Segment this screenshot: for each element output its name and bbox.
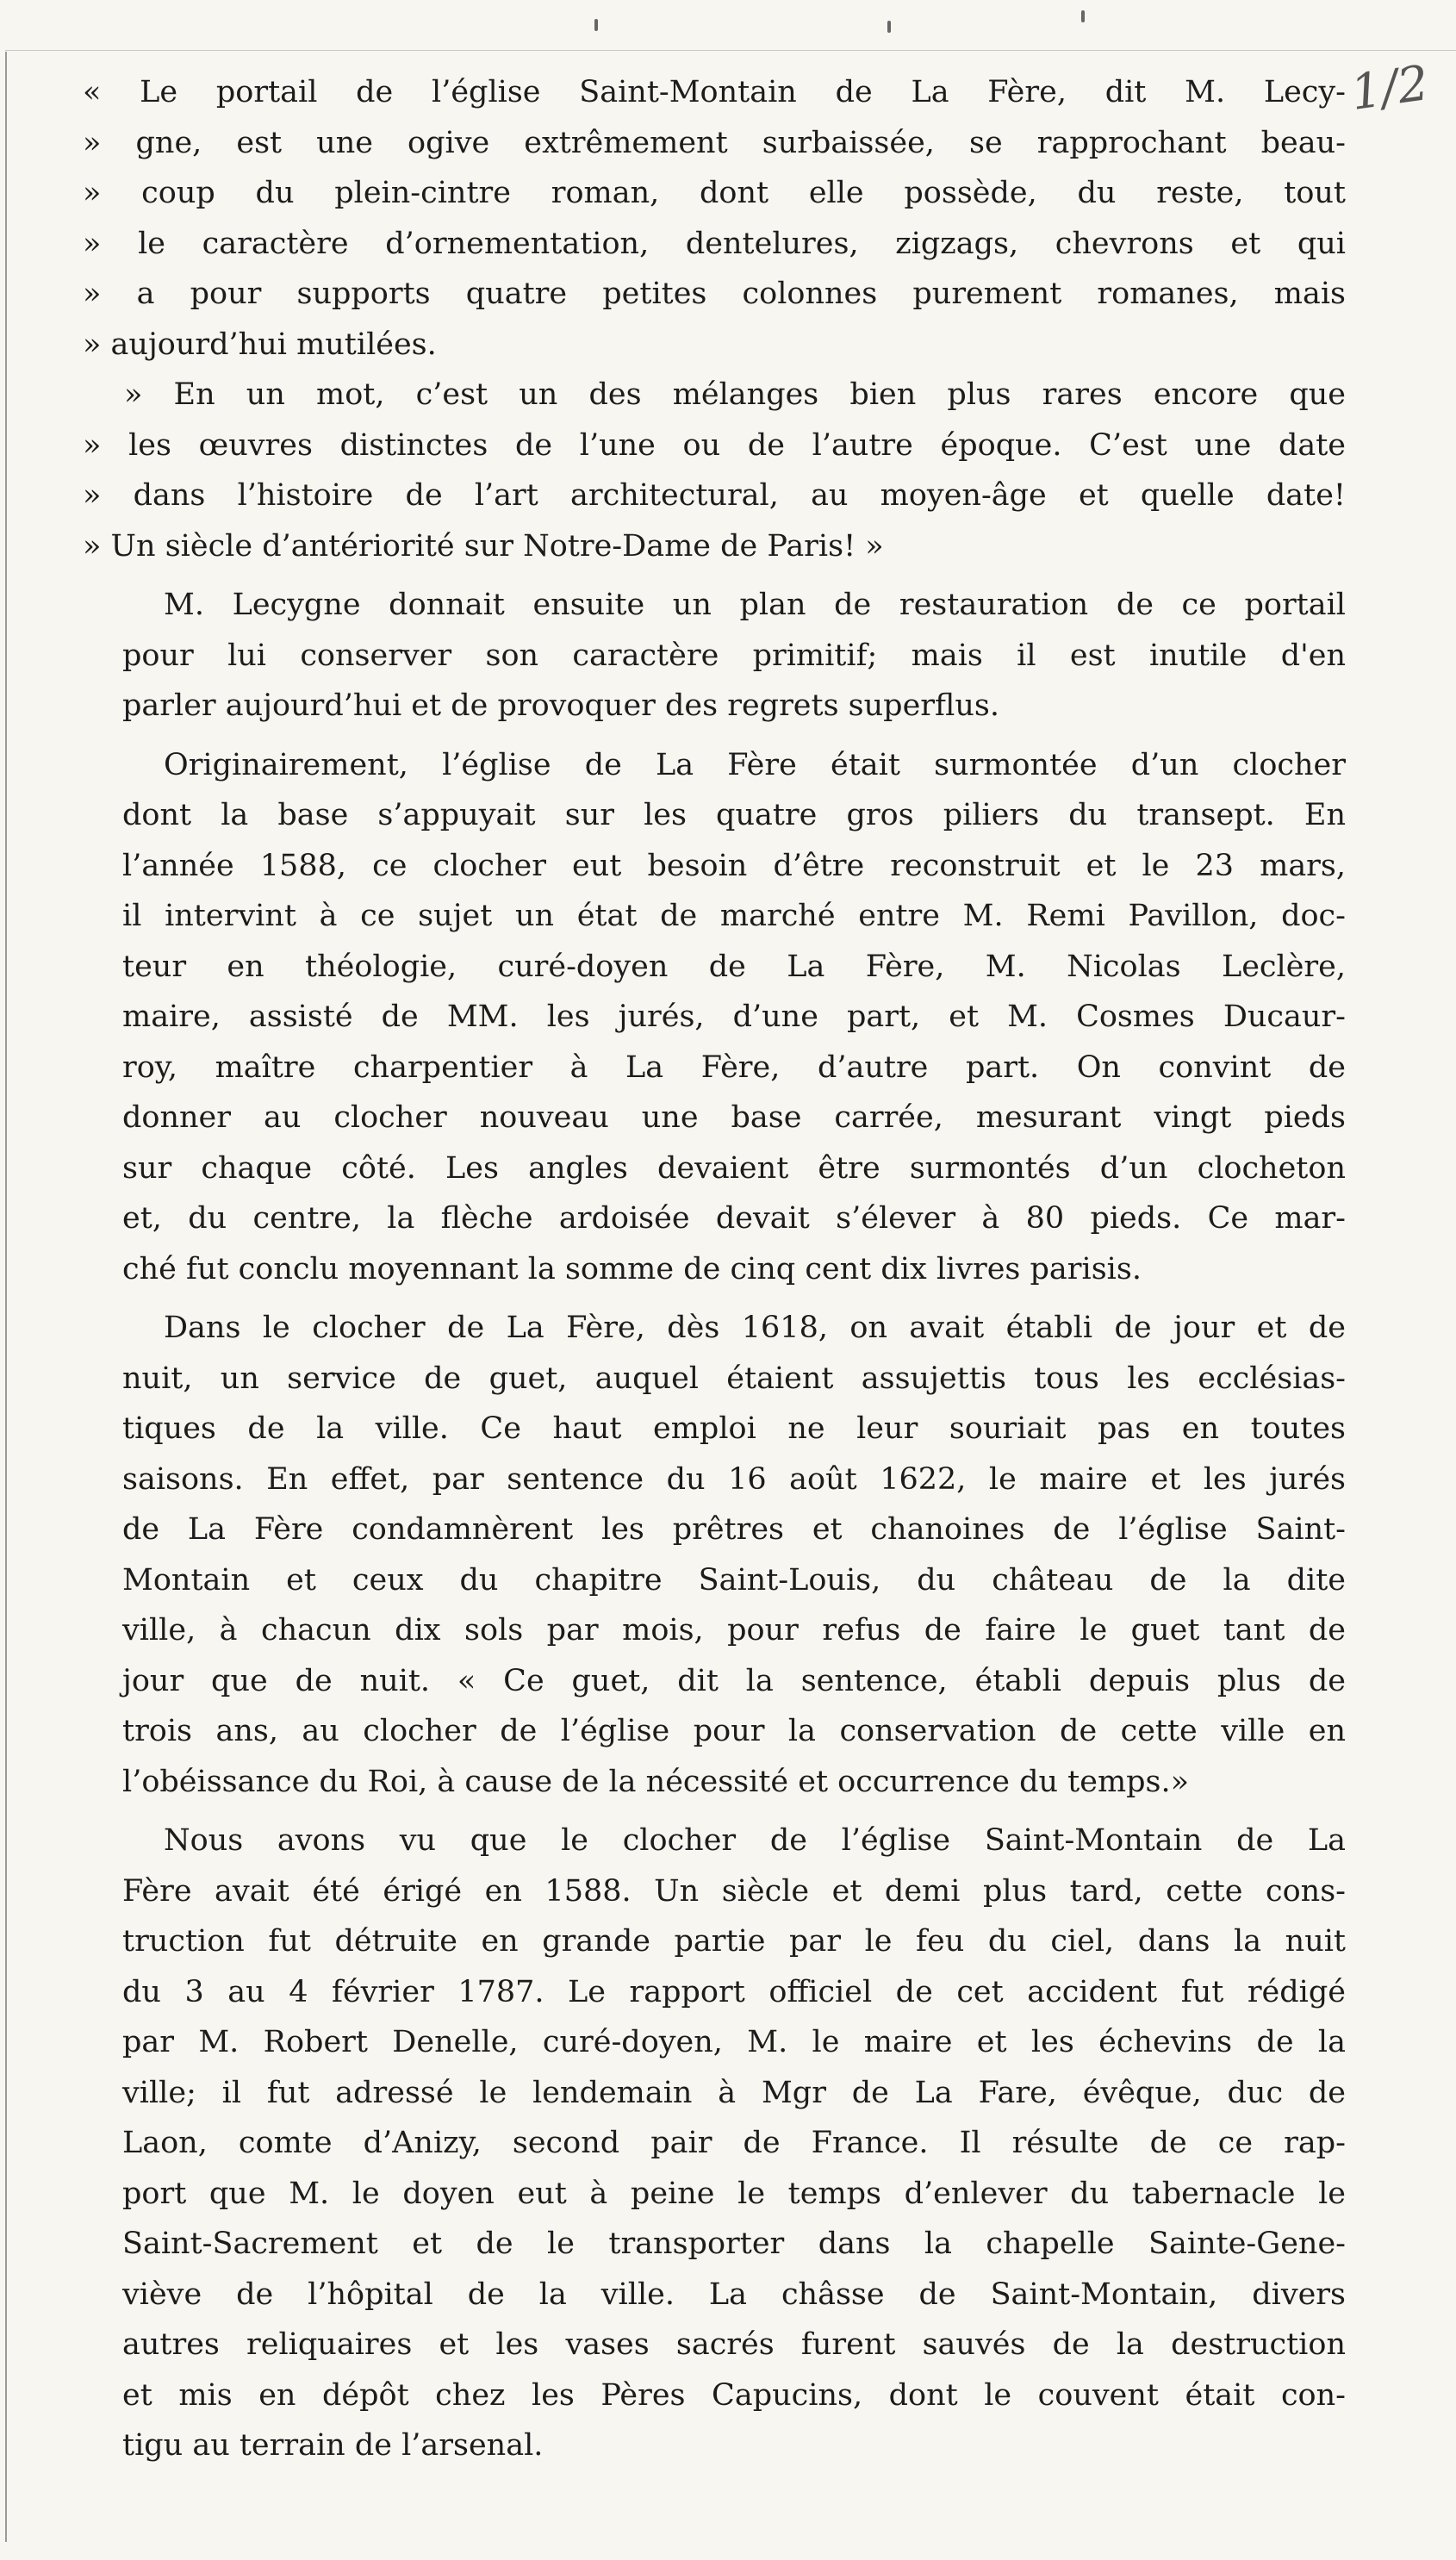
paragraph-gap bbox=[122, 1294, 1346, 1303]
page-number-annotation: 1/2 bbox=[1347, 55, 1433, 121]
text-line: sur chaque côté. Les angles devaient être surmontés d’un clocheton bbox=[122, 1150, 1346, 1186]
page-text bbox=[83, 67, 1346, 2471]
text-line: de La Fère condamnèrent les prêtres et chanoines de l’église Saint- bbox=[122, 1512, 1346, 1547]
text-line: » les œuvres distinctes de l’une ou de l’autre époque. C’est une date bbox=[83, 427, 1346, 463]
text-line: il intervint à ce sujet un état de marché entre M. Remi Pavillon, doc- bbox=[122, 899, 1346, 933]
text-line: » coup du plein-cintre roman, dont elle possède, du reste, tout bbox=[83, 176, 1346, 210]
text-line: et mis en dépôt chez les Pères Capucins, dont le couvent était con- bbox=[122, 2377, 1346, 2413]
text-line: » le caractère d’ornementation, dentelures, zigzags, chevrons et qui bbox=[83, 226, 1346, 261]
text-line: maire, assisté de MM. les jurés, d’une part, et M. Cosmes Ducaur- bbox=[122, 1000, 1346, 1034]
text-line: » dans l’histoire de l’art architectural, au moyen-âge et quelle date! bbox=[83, 478, 1346, 513]
text-line: ville; il fut adressé le lendemain à Mgr de La Fare, évêque, duc de bbox=[122, 2075, 1346, 2110]
paragraph bbox=[122, 1816, 1346, 2471]
text-line: tiques de la ville. Ce haut emploi ne leur souriait pas en toutes bbox=[122, 1411, 1346, 1446]
text-line: truction fut détruite en grande partie par le feu du ciel, dans la nuit bbox=[122, 1924, 1346, 1959]
text-line: teur en théologie, curé-doyen de La Fère, M. Nicolas Leclère, bbox=[122, 949, 1346, 984]
text-line: Laon, comte d’Anizy, second pair de France. Il résulte de ce rap- bbox=[122, 2126, 1346, 2160]
page-top-edge bbox=[5, 50, 1456, 51]
text-line: » Un siècle d’antériorité sur Notre-Dame de Paris! » bbox=[83, 528, 884, 564]
text-line: ché fut conclu moyennant la somme de cinq cent dix livres parisis. bbox=[122, 1251, 1142, 1286]
text-line: tigu au terrain de l’arsenal. bbox=[122, 2428, 544, 2463]
text-line: ville, à chacun dix sols par mois, pour refus de faire le guet tant de bbox=[122, 1613, 1346, 1647]
text-line: l’année 1588, ce clocher eut besoin d’être reconstruit et le 23 mars, bbox=[122, 848, 1346, 883]
page-left-edge bbox=[5, 52, 7, 2542]
text-line: port que M. le doyen eut à peine le temps d’enlever du tabernacle le bbox=[122, 2176, 1346, 2211]
text-line: Originairement, l’église de La Fère était surmontée d’un clocher bbox=[164, 747, 1346, 782]
text-line: saisons. En effet, par sentence du 16 août 1622, le maire et les jurés bbox=[122, 1461, 1346, 1497]
scan-speck bbox=[1081, 10, 1085, 22]
text-line: trois ans, au clocher de l’église pour la conservation de cette ville en bbox=[122, 1714, 1346, 1748]
text-line: parler aujourd’hui et de provoquer des regrets superflus. bbox=[122, 688, 999, 723]
text-line: autres reliquaires et les vases sacrés furent sauvés de la destruction bbox=[122, 2327, 1346, 2362]
text-line: » gne, est une ogive extrêmement surbaissée, se rapprochant beau- bbox=[83, 125, 1346, 160]
text-line: jour que de nuit. « Ce guet, dit la sentence, établi depuis plus de bbox=[122, 1663, 1346, 1698]
text-line: Dans le clocher de La Fère, dès 1618, on avait établi de jour et de bbox=[164, 1311, 1346, 1345]
paragraph bbox=[122, 580, 1346, 732]
text-line: dont la base s’appuyait sur les quatre gros piliers du transept. En bbox=[122, 798, 1346, 832]
paragraph-gap bbox=[122, 571, 1346, 580]
text-line: Saint-Sacrement et de le transporter dans la chapelle Sainte-Gene- bbox=[122, 2227, 1346, 2261]
paragraph-gap bbox=[122, 732, 1346, 740]
text-line: » a pour supports quatre petites colonnes purement romanes, mais bbox=[83, 277, 1346, 311]
text-line: viève de l’hôpital de la ville. La châsse de Saint-Montain, divers bbox=[122, 2277, 1346, 2312]
text-line: » aujourd’hui mutilées. bbox=[83, 327, 437, 362]
text-line: par M. Robert Denelle, curé-doyen, M. le maire et les échevins de la bbox=[122, 2025, 1346, 2059]
text-line: » En un mot, c’est un des mélanges bien plus rares encore que bbox=[124, 377, 1346, 412]
scan-speck bbox=[887, 21, 891, 33]
scan-speck bbox=[594, 19, 598, 31]
text-line: Montain et ceux du chapitre Saint-Louis, du château de la dite bbox=[122, 1562, 1346, 1598]
text-line: nuit, un service de guet, auquel étaient assujettis tous les ecclésias- bbox=[122, 1361, 1346, 1396]
text-line: l’obéissance du Roi, à cause de la nécessité et occurrence du temps.» bbox=[122, 1764, 1190, 1799]
text-line: Fère avait été érigé en 1588. Un siècle et demi plus tard, cette cons- bbox=[122, 1873, 1346, 1909]
paragraph bbox=[83, 67, 1346, 370]
text-line: roy, maître charpentier à La Fère, d’autre part. On convint de bbox=[122, 1050, 1346, 1085]
text-line: du 3 au 4 février 1787. Le rapport officiel de cet accident fut rédigé bbox=[122, 1974, 1346, 2009]
paragraph bbox=[83, 370, 1346, 571]
text-line: Nous avons vu que le clocher de l’église Saint-Montain de La bbox=[164, 1823, 1346, 1858]
text-line: M. Lecygne donnait ensuite un plan de restauration de ce portail bbox=[164, 588, 1346, 622]
paragraph-gap bbox=[122, 1807, 1346, 1816]
paragraph bbox=[122, 740, 1346, 1295]
text-line: donner au clocher nouveau une base carrée, mesurant vingt pieds bbox=[122, 1100, 1346, 1135]
paragraph bbox=[122, 1303, 1346, 1807]
text-line: « Le portail de l’église Saint-Montain de La Fère, dit M. Lecy- bbox=[83, 75, 1346, 109]
text-line: pour lui conserver son caractère primitif; mais il est inutile d'en bbox=[122, 638, 1346, 673]
text-line: et, du centre, la flèche ardoisée devait s’élever à 80 pieds. Ce mar- bbox=[122, 1201, 1346, 1236]
